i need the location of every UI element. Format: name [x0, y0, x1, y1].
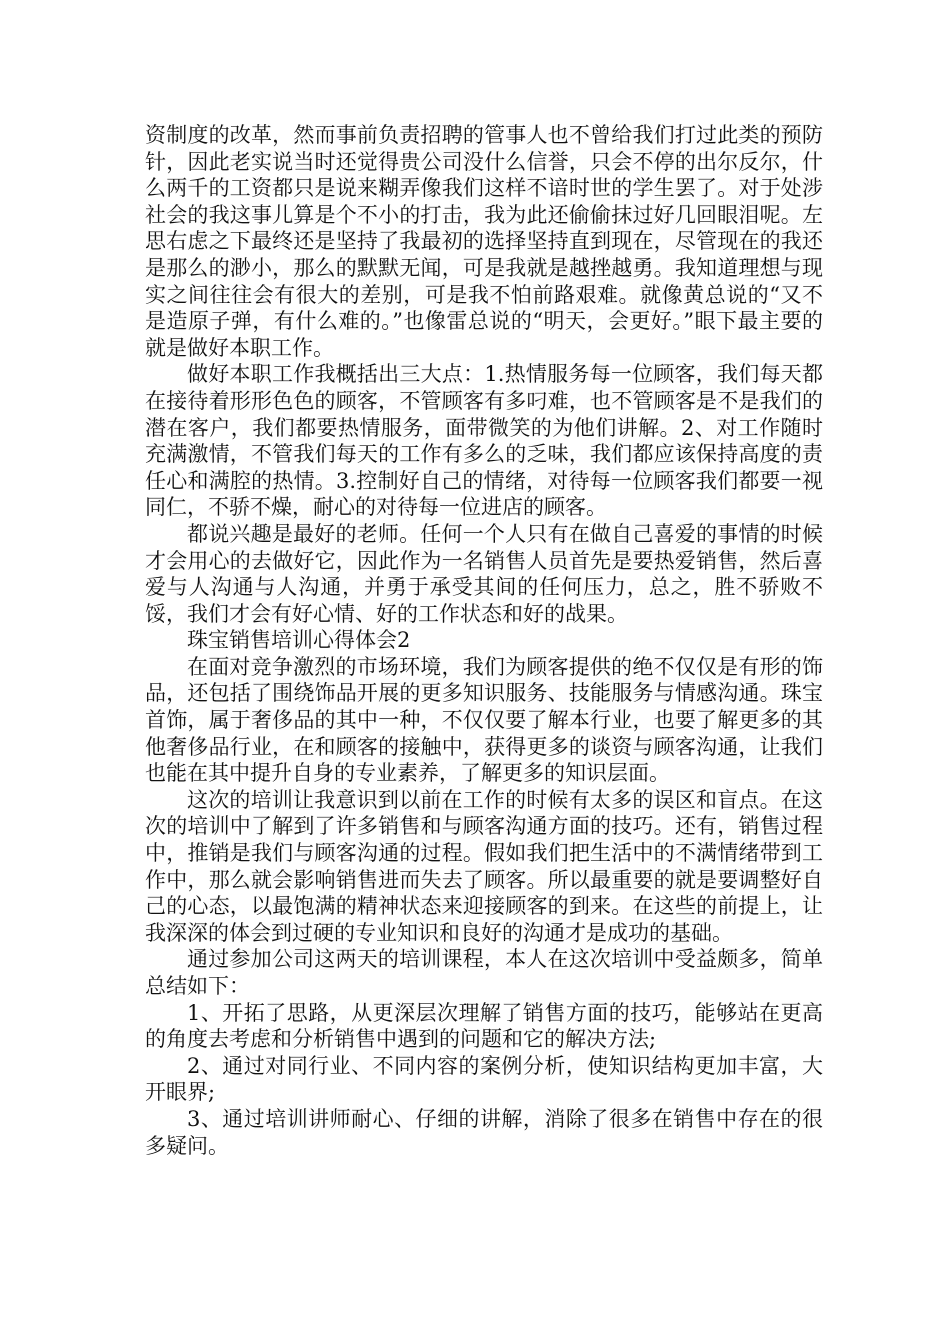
list-item-1: 1、开拓了思路，从更深层次理解了销售方面的技巧，能够站在更高的角度去考虑和分析销售中遇到的问题和它的解决方法; — [145, 1000, 823, 1052]
list-item-2: 2、通过对同行业、不同内容的案例分析，使知识结构更加丰富，大开眼界; — [145, 1053, 823, 1105]
paragraph-3: 都说兴趣是最好的老师。任何一个人只有在做自己喜爱的事情的时候才会用心的去做好它，因此作为一名销售人员首先是要热爱销售，然后喜爱与人沟通与人沟通，并勇于承受其间的任何压力，总之，胜不骄败不馁，我们才会有好心情、好的工作状态和好的战果。 — [145, 521, 823, 626]
list-item-3: 3、通过培训讲师耐心、仔细的讲解，消除了很多在销售中存在的很多疑问。 — [145, 1106, 823, 1158]
section-heading: 珠宝销售培训心得体会2 — [187, 628, 411, 653]
document-body — [145, 122, 823, 1159]
paragraph-2: 做好本职工作我概括出三大点：1.热情服务每一位顾客，我们每天都在接待着形形色色的顾客，不管顾客有多叼难，也不管顾客是不是我们的潜在客户，我们都要热情服务，面带微笑的为他们讲解。2、对工作随时充满激情，不管我们每天的工作有多么的乏味，我们都应该保持高度的责任心和满腔的热情。3.控制好自己的情绪，对待每一位顾客我们都要一视同仁，不骄不燥，耐心的对待每一位进店的顾客。 — [145, 362, 823, 520]
paragraph-1: 资制度的改革，然而事前负责招聘的管事人也不曾给我们打过此类的预防针，因此老实说当时还觉得贵公司没什么信誉，只会不停的出尔反尔，什么两千的工资都只是说来糊弄像我们这样不谙时世的学生罢了。对于处涉社会的我这事儿算是个不小的打击，我为此还偷偷抹过好几回眼泪呢。左思右虑之下最终还是坚持了我最初的选择坚持直到现在，尽管现在的我还是那么的渺小，那么的默默无闻，可是我就是越挫越勇。我知道理想与现实之间往往会有很大的差别，可是我不怕前路艰难。就像黄总说的“又不是造原子弹，有什么难的。”也像雷总说的“明天，会更好。”眼下最主要的就是做好本职工作。 — [145, 123, 823, 360]
paragraph-6: 通过参加公司这两天的培训课程，本人在这次培训中受益颇多，简单总结如下： — [145, 947, 823, 998]
paragraph-5: 这次的培训让我意识到以前在工作的时候有太多的误区和盲点。在这次的培训中了解到了许多销售和与顾客沟通方面的技巧。还有，销售过程中，推销是我们与顾客沟通的过程。假如我们把生活中的不满情绪带到工作中，那么就会影响销售进而失去了顾客。所以最重要的就是要调整好自己的心态，以最饱满的精神状态来迎接顾客的到来。在这些的前提上，让我深深的体会到过硬的专业知识和良好的沟通才是成功的基础。 — [145, 787, 823, 945]
paragraph-4: 在面对竞争激烈的市场环境，我们为顾客提供的绝不仅仅是有形的饰品，还包括了围绕饰品开展的更多知识服务、技能服务与情感沟通。珠宝首饰，属于奢侈品的其中一种，不仅仅要了解本行业，也要了解更多的其他奢侈品行业，在和顾客的接触中，获得更多的谈资与顾客沟通，让我们也能在其中提升自身的专业素养，了解更多的知识层面。 — [145, 654, 823, 786]
